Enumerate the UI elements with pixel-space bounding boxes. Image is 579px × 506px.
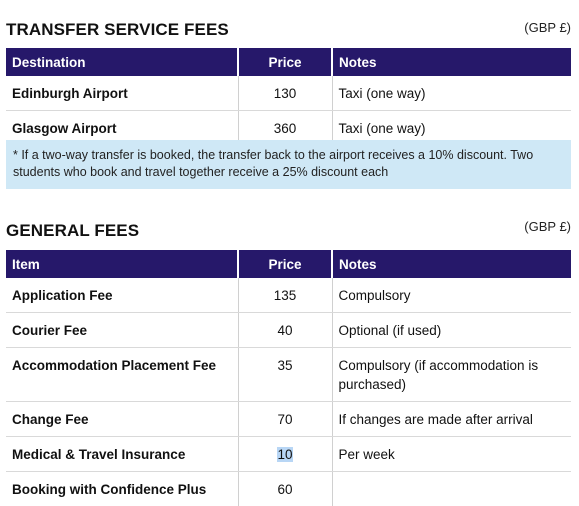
transfer-fees-title: TRANSFER SERVICE FEES bbox=[6, 20, 229, 40]
table-row bbox=[6, 348, 571, 402]
table-row bbox=[6, 472, 571, 506]
row-item: Application Fee bbox=[6, 278, 238, 313]
row-notes: Optional (if used) bbox=[332, 313, 571, 348]
row-price: 70 bbox=[238, 402, 332, 437]
table-header-row bbox=[6, 48, 571, 76]
column-header-item: Item bbox=[6, 250, 238, 278]
general-fees-title: GENERAL FEES bbox=[6, 221, 139, 241]
column-header-notes: Notes bbox=[332, 48, 571, 76]
row-price: 40 bbox=[238, 313, 332, 348]
row-price: 130 bbox=[238, 76, 332, 111]
row-price: 60 bbox=[238, 472, 332, 506]
transfer-fees-table bbox=[6, 48, 571, 146]
row-price: 135 bbox=[238, 278, 332, 313]
table-row bbox=[6, 278, 571, 313]
row-destination: Glasgow Airport bbox=[6, 111, 238, 146]
row-notes: Taxi (one way) bbox=[332, 76, 571, 111]
row-item: Change Fee bbox=[6, 402, 238, 437]
row-notes: Per week bbox=[332, 437, 571, 472]
row-item: Medical & Travel Insurance bbox=[6, 437, 238, 472]
row-item: Courier Fee bbox=[6, 313, 238, 348]
column-header-price: Price bbox=[238, 48, 332, 76]
column-header-destination: Destination bbox=[6, 48, 238, 76]
row-notes: Compulsory bbox=[332, 278, 571, 313]
table-row bbox=[6, 402, 571, 437]
table-row bbox=[6, 313, 571, 348]
row-price: 35 bbox=[238, 348, 332, 402]
general-fees-table bbox=[6, 250, 571, 506]
transfer-fees-section bbox=[6, 0, 571, 190]
general-fees-section bbox=[6, 210, 571, 500]
row-item: Accommodation Placement Fee bbox=[6, 348, 238, 402]
table-header-row bbox=[6, 250, 571, 278]
row-notes bbox=[332, 472, 571, 506]
column-header-notes: Notes bbox=[332, 250, 571, 278]
transfer-discount-note: * If a two-way transfer is booked, the transfer back to the airport receives a 10% discount. Two students who book and travel together receive a 25% discount each bbox=[6, 140, 571, 189]
row-notes: Compulsory (if accommodation is purchased) bbox=[332, 348, 571, 402]
selected-text-highlight[interactable]: 10 bbox=[277, 447, 292, 462]
table-row bbox=[6, 437, 571, 472]
row-notes: If changes are made after arrival bbox=[332, 402, 571, 437]
transfer-fees-currency: (GBP £) bbox=[524, 20, 571, 35]
row-item: Booking with Confidence Plus bbox=[6, 472, 238, 506]
row-notes: Taxi (one way) bbox=[332, 111, 571, 146]
table-row bbox=[6, 76, 571, 111]
row-price bbox=[238, 437, 332, 472]
general-fees-currency: (GBP £) bbox=[524, 219, 571, 234]
row-destination: Edinburgh Airport bbox=[6, 76, 238, 111]
row-price: 360 bbox=[238, 111, 332, 146]
column-header-price: Price bbox=[238, 250, 332, 278]
